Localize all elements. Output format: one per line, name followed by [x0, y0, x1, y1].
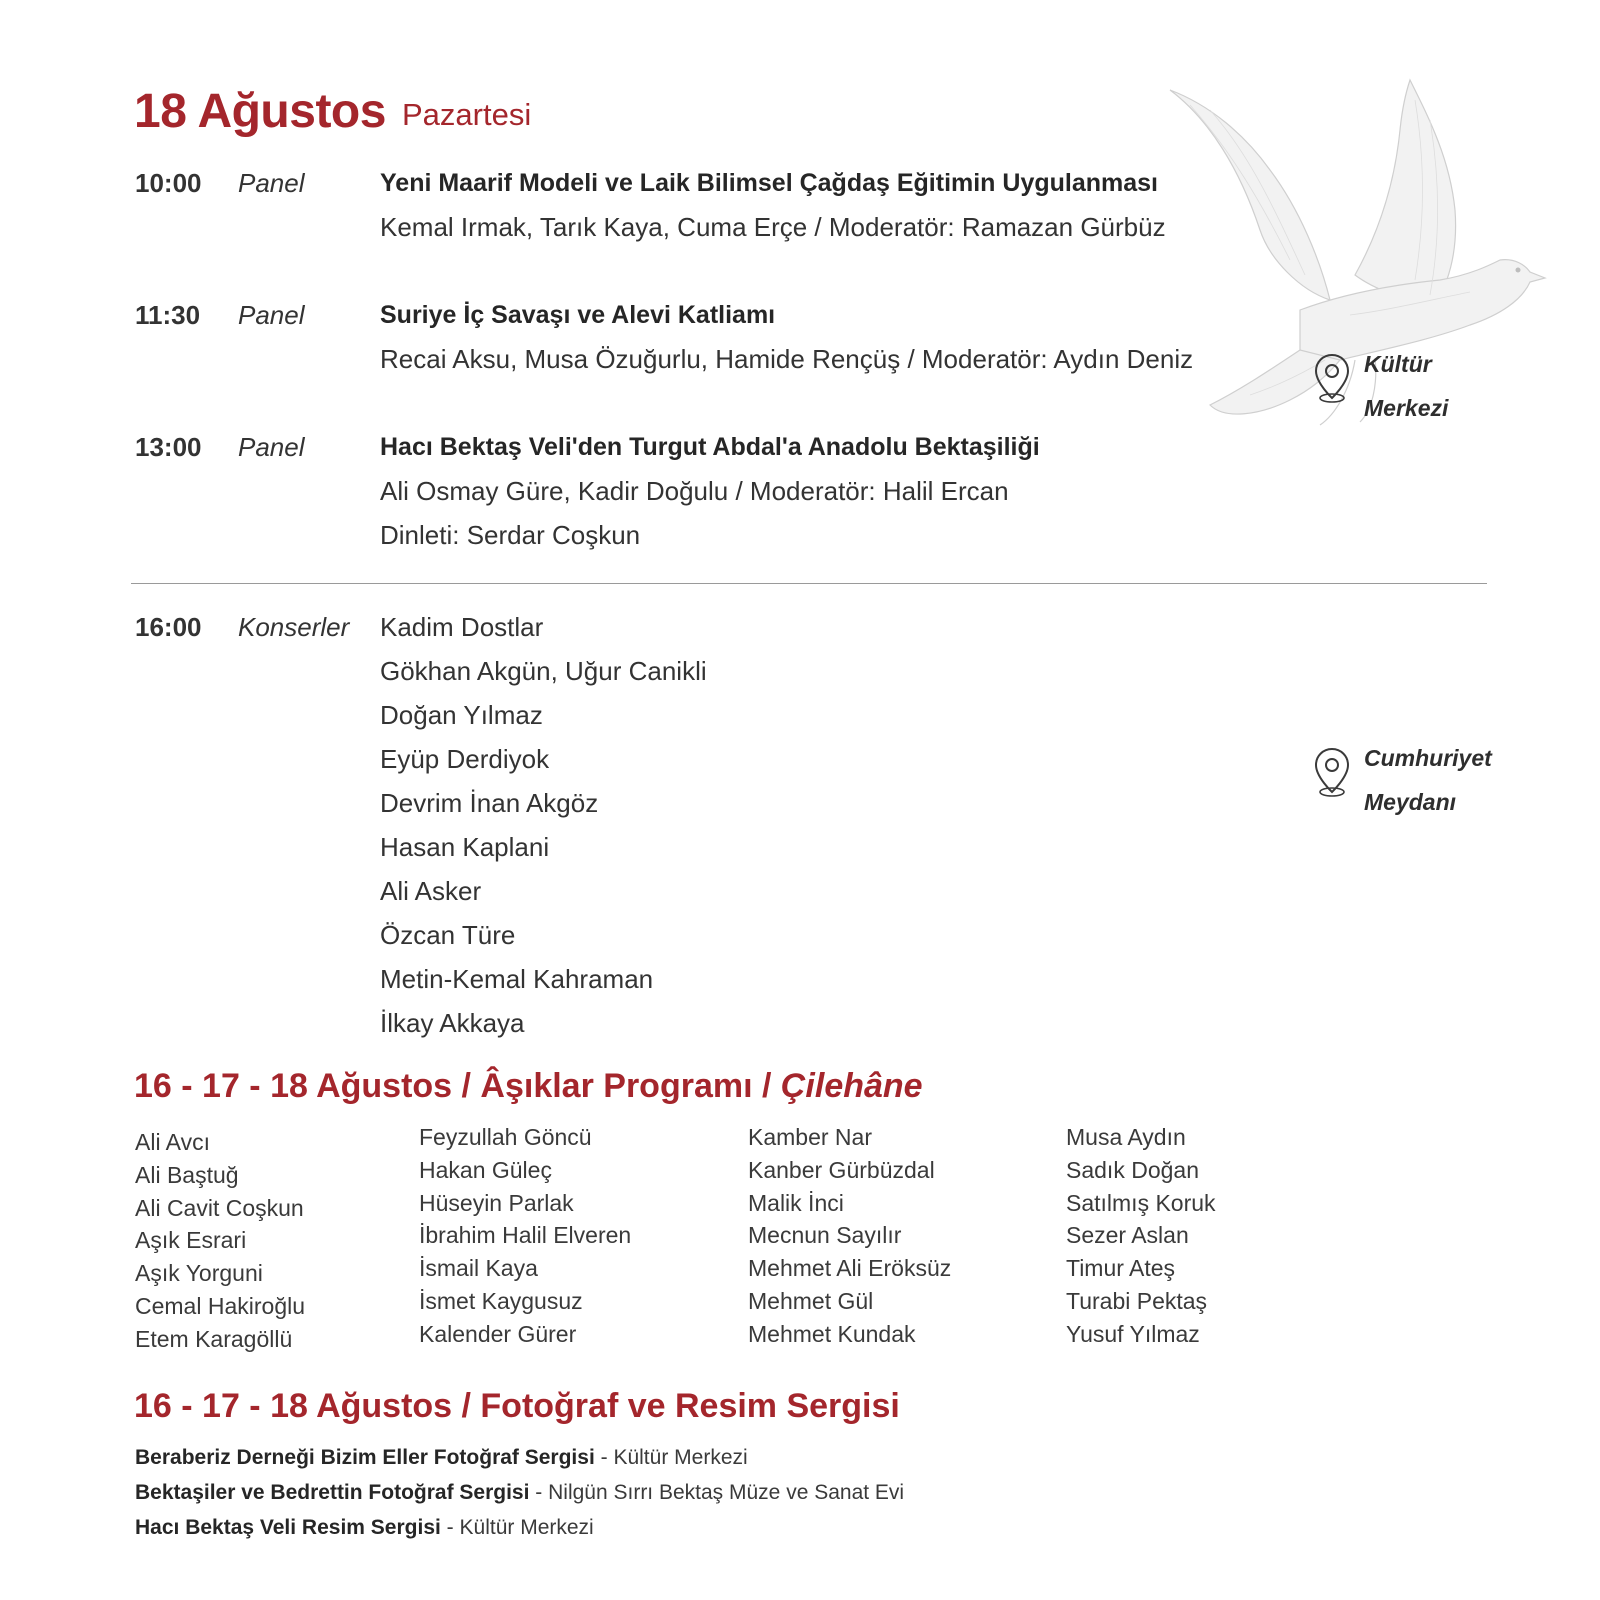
event-performance: Dinleti: Serdar Coşkun	[380, 520, 641, 550]
list-item: Cemal Hakiroğlu	[135, 1292, 306, 1319]
list-item: Musa Aydın	[1066, 1124, 1186, 1150]
performer: Devrim İnan Akgöz	[380, 788, 599, 818]
performer: İlkay Akkaya	[380, 1008, 525, 1038]
list-item: Mecnun Sayılır	[748, 1222, 902, 1249]
list-item: Mehmet Kundak	[748, 1320, 916, 1347]
list-item: Aşık Yorguni	[135, 1260, 263, 1287]
list-item: Kanber Gürbüzdal	[748, 1156, 935, 1183]
list-item: Mehmet Ali Eröksüz	[748, 1255, 952, 1282]
event-time: 13:00	[135, 432, 202, 462]
event-speakers: Ali Osmay Güre, Kadir Doğulu / Moderatör: Halil Ercan	[380, 476, 1009, 506]
asiklar-column-1	[135, 1126, 305, 1356]
venue-name-line2: Meydanı	[1364, 789, 1457, 815]
venue-name-line1: Cumhuriyet	[1364, 745, 1492, 771]
event-speakers: Kemal Irmak, Tarık Kaya, Cuma Erçe / Moderatör: Ramazan Gürbüz	[380, 212, 1166, 242]
asiklar-heading-place: Çilehâne	[780, 1067, 923, 1105]
sergi-heading: 16 - 17 - 18 Ağustos / Fotoğraf ve Resim Sergisi	[134, 1387, 900, 1425]
event-speakers: Recai Aksu, Musa Özuğurlu, Hamide Rençüş / Moderatör: Aydın Deniz	[380, 344, 1194, 374]
asiklar-heading-main: 16 - 17 - 18 Ağustos / Âşıklar Programı /	[134, 1067, 781, 1105]
exhibition-place: - Kültür Merkezi	[440, 1516, 594, 1539]
list-item: Hakan Güleç	[419, 1156, 552, 1183]
list-item: Yusuf Yılmaz	[1066, 1320, 1200, 1347]
concert-time: 16:00	[135, 612, 202, 642]
list-item: Mehmet Gül	[748, 1287, 874, 1314]
performer: Doğan Yılmaz	[380, 700, 543, 730]
list-item: Aşık Esrari	[135, 1227, 247, 1254]
list-item: Ali Cavit Coşkun	[135, 1194, 304, 1221]
event-title: Suriye İç Savaşı ve Alevi Katliamı	[380, 301, 776, 329]
list-item: Satılmış Koruk	[1066, 1189, 1216, 1216]
performer: Özcan Türe	[380, 920, 516, 950]
list-item: İsmail Kaya	[419, 1255, 538, 1282]
exhibition-name: Bektaşiler ve Bedrettin Fotoğraf Sergisi	[135, 1481, 530, 1504]
event-title: Hacı Bektaş Veli'den Turgut Abdal'a Anadolu Bektaşiliği	[380, 433, 1040, 461]
list-item: Turabi Pektaş	[1066, 1287, 1208, 1314]
list-item: Sadık Doğan	[1066, 1156, 1199, 1183]
exhibition-name: Hacı Bektaş Veli Resim Sergisi	[135, 1516, 441, 1539]
event-type: Panel	[238, 300, 305, 330]
venue-name-line2: Merkezi	[1364, 395, 1449, 421]
list-item: İsmet Kaygusuz	[419, 1287, 583, 1314]
list-item: Ali Avcı	[135, 1129, 210, 1155]
asiklar-heading	[134, 1067, 923, 1106]
performer: Kadim Dostlar	[380, 612, 544, 642]
list-item: Timur Ateş	[1066, 1255, 1176, 1282]
event-time: 11:30	[135, 300, 201, 330]
exhibition-item	[135, 1481, 904, 1505]
section-divider	[131, 583, 1487, 584]
concert-type: Konserler	[238, 612, 350, 642]
exhibition-name: Beraberiz Derneği Bizim Eller Fotoğraf Sergisi	[135, 1446, 595, 1469]
list-item: Ali Baştuğ	[135, 1161, 239, 1188]
event-type: Panel	[238, 168, 305, 198]
exhibition-place: - Kültür Merkezi	[594, 1446, 748, 1469]
performer: Eyüp Derdiyok	[380, 744, 550, 774]
page-title-date: 18 Ağustos	[134, 85, 386, 138]
exhibition-place: - Nilgün Sırrı Bektaş Müze ve Sanat Evi	[529, 1481, 905, 1504]
page-title-weekday: Pazartesi	[402, 97, 532, 132]
list-item: İbrahim Halil Elveren	[419, 1222, 632, 1249]
list-item: Sezer Aslan	[1066, 1222, 1189, 1249]
dove-illustration	[1150, 60, 1550, 490]
performer: Gökhan Akgün, Uğur Canikli	[380, 656, 707, 686]
location-pin-icon	[1312, 352, 1352, 404]
exhibition-item	[135, 1446, 748, 1470]
event-title: Yeni Maarif Modeli ve Laik Bilimsel Çağdaş Eğitimin Uygulanması	[380, 169, 1159, 197]
performer: Metin-Kemal Kahraman	[380, 964, 654, 994]
list-item: Hüseyin Parlak	[419, 1189, 574, 1216]
list-item: Kalender Gürer	[419, 1320, 577, 1347]
list-item: Kamber Nar	[748, 1124, 872, 1150]
exhibition-item	[135, 1516, 594, 1540]
asiklar-column-4	[1066, 1121, 1216, 1351]
performer: Ali Asker	[380, 876, 482, 906]
asiklar-column-2	[419, 1121, 631, 1351]
list-item: Etem Karagöllü	[135, 1325, 293, 1352]
list-item: Feyzullah Göncü	[419, 1124, 592, 1150]
list-item: Malik İnci	[748, 1189, 844, 1216]
event-type: Panel	[238, 432, 305, 462]
event-time: 10:00	[135, 168, 202, 198]
asiklar-column-3	[748, 1121, 951, 1351]
location-pin-icon	[1312, 746, 1352, 798]
venue-name-line1: Kültür	[1364, 351, 1432, 377]
performer: Hasan Kaplani	[380, 832, 550, 862]
